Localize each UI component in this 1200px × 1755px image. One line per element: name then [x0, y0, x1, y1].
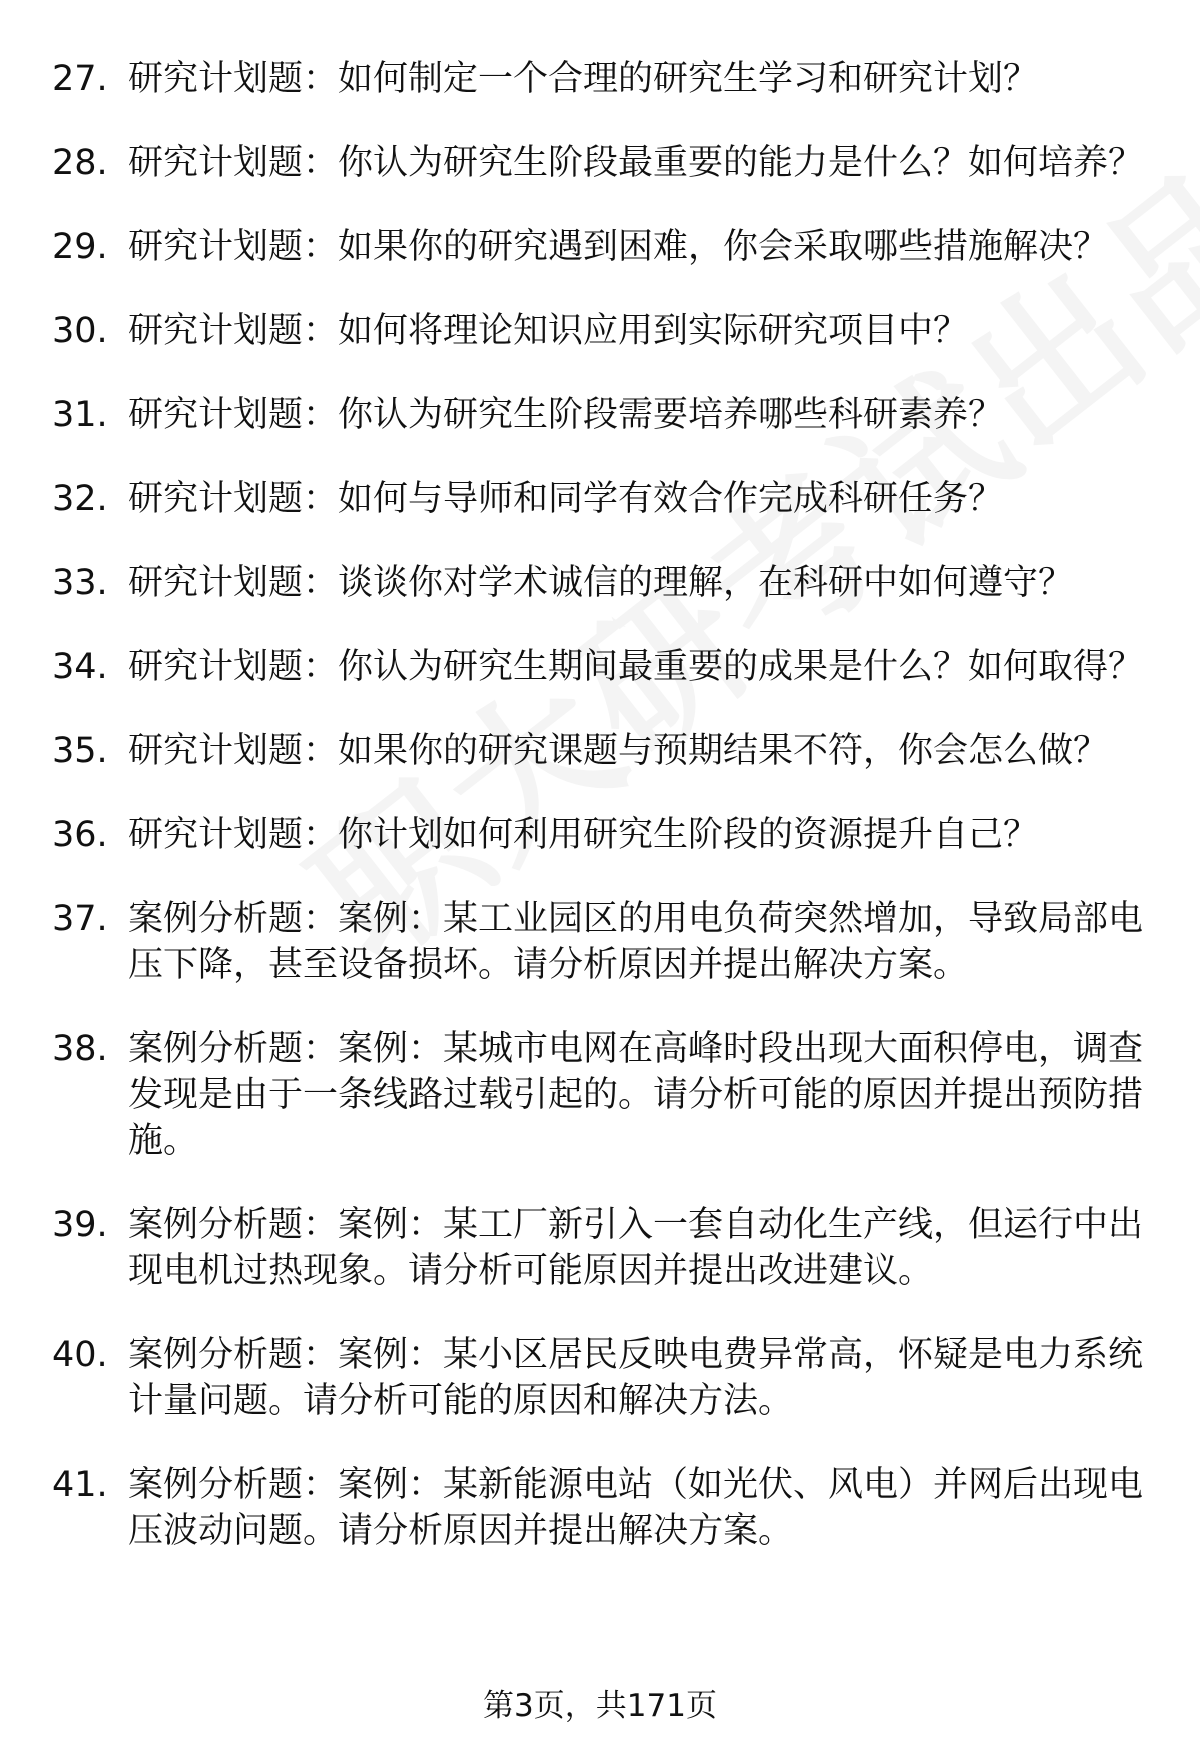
list-item [0, 1026, 1200, 1164]
list-item [0, 476, 1200, 522]
list-item [0, 224, 1200, 270]
question-list [0, 56, 1200, 1592]
question-text: 研究计划题：你计划如何利用研究生阶段的资源提升自己？ [128, 815, 1039, 855]
list-item [0, 728, 1200, 774]
list-item [0, 1462, 1200, 1554]
list-item [0, 560, 1200, 606]
question-number: 32. [52, 479, 108, 519]
question-number: 29. [52, 227, 108, 267]
question-text: 研究计划题：如果你的研究遇到困难，你会采取哪些措施解决？ [128, 227, 1109, 267]
list-item [0, 1332, 1200, 1424]
question-number: 38. [52, 1029, 108, 1069]
question-number: 39. [52, 1205, 108, 1245]
question-number: 30. [52, 311, 108, 351]
question-number: 37. [52, 899, 108, 939]
page-footer: 第3页，共171页 [483, 1688, 717, 1724]
question-number: 28. [52, 143, 108, 183]
question-number: 27. [52, 59, 108, 99]
question-number: 40. [52, 1335, 108, 1375]
question-text: 研究计划题：谈谈你对学术诚信的理解，在科研中如何遵守？ [128, 563, 1074, 603]
question-number: 33. [52, 563, 108, 603]
list-item [0, 392, 1200, 438]
list-item [0, 644, 1200, 690]
question-number: 36. [52, 815, 108, 855]
list-item [0, 896, 1200, 988]
question-text: 研究计划题：如何与导师和同学有效合作完成科研任务？ [128, 479, 1004, 519]
question-text: 案例分析题：案例：某新能源电站（如光伏、风电）并网后出现电压波动问题。请分析原因并提出解决方案。 [128, 1465, 1144, 1551]
question-number: 34. [52, 647, 108, 687]
question-text: 案例分析题：案例：某工厂新引入一套自动化生产线，但运行中出现电机过热现象。请分析可能原因并提出改进建议。 [128, 1205, 1144, 1291]
question-number: 35. [52, 731, 108, 771]
question-text: 研究计划题：你认为研究生阶段最重要的能力是什么？如何培养？ [128, 143, 1144, 183]
list-item [0, 140, 1200, 186]
question-text: 研究计划题：如何制定一个合理的研究生学习和研究计划？ [128, 59, 1039, 99]
question-text: 研究计划题：你认为研究生阶段需要培养哪些科研素养？ [128, 395, 1004, 435]
question-text: 案例分析题：案例：某小区居民反映电费异常高，怀疑是电力系统计量问题。请分析可能的原因和解决方法。 [128, 1335, 1144, 1421]
list-item [0, 812, 1200, 858]
list-item [0, 56, 1200, 102]
question-text: 研究计划题：如何将理论知识应用到实际研究项目中？ [128, 311, 969, 351]
list-item [0, 308, 1200, 354]
question-text: 研究计划题：如果你的研究课题与预期结果不符，你会怎么做？ [128, 731, 1109, 771]
question-text: 研究计划题：你认为研究生期间最重要的成果是什么？如何取得？ [128, 647, 1144, 687]
question-number: 41. [52, 1465, 108, 1505]
question-text: 案例分析题：案例：某工业园区的用电负荷突然增加，导致局部电压下降，甚至设备损坏。请分析原因并提出解决方案。 [128, 899, 1144, 985]
question-number: 31. [52, 395, 108, 435]
question-text: 案例分析题：案例：某城市电网在高峰时段出现大面积停电，调查发现是由于一条线路过载引起的。请分析可能的原因并提出预防措施。 [128, 1029, 1144, 1161]
list-item [0, 1202, 1200, 1294]
